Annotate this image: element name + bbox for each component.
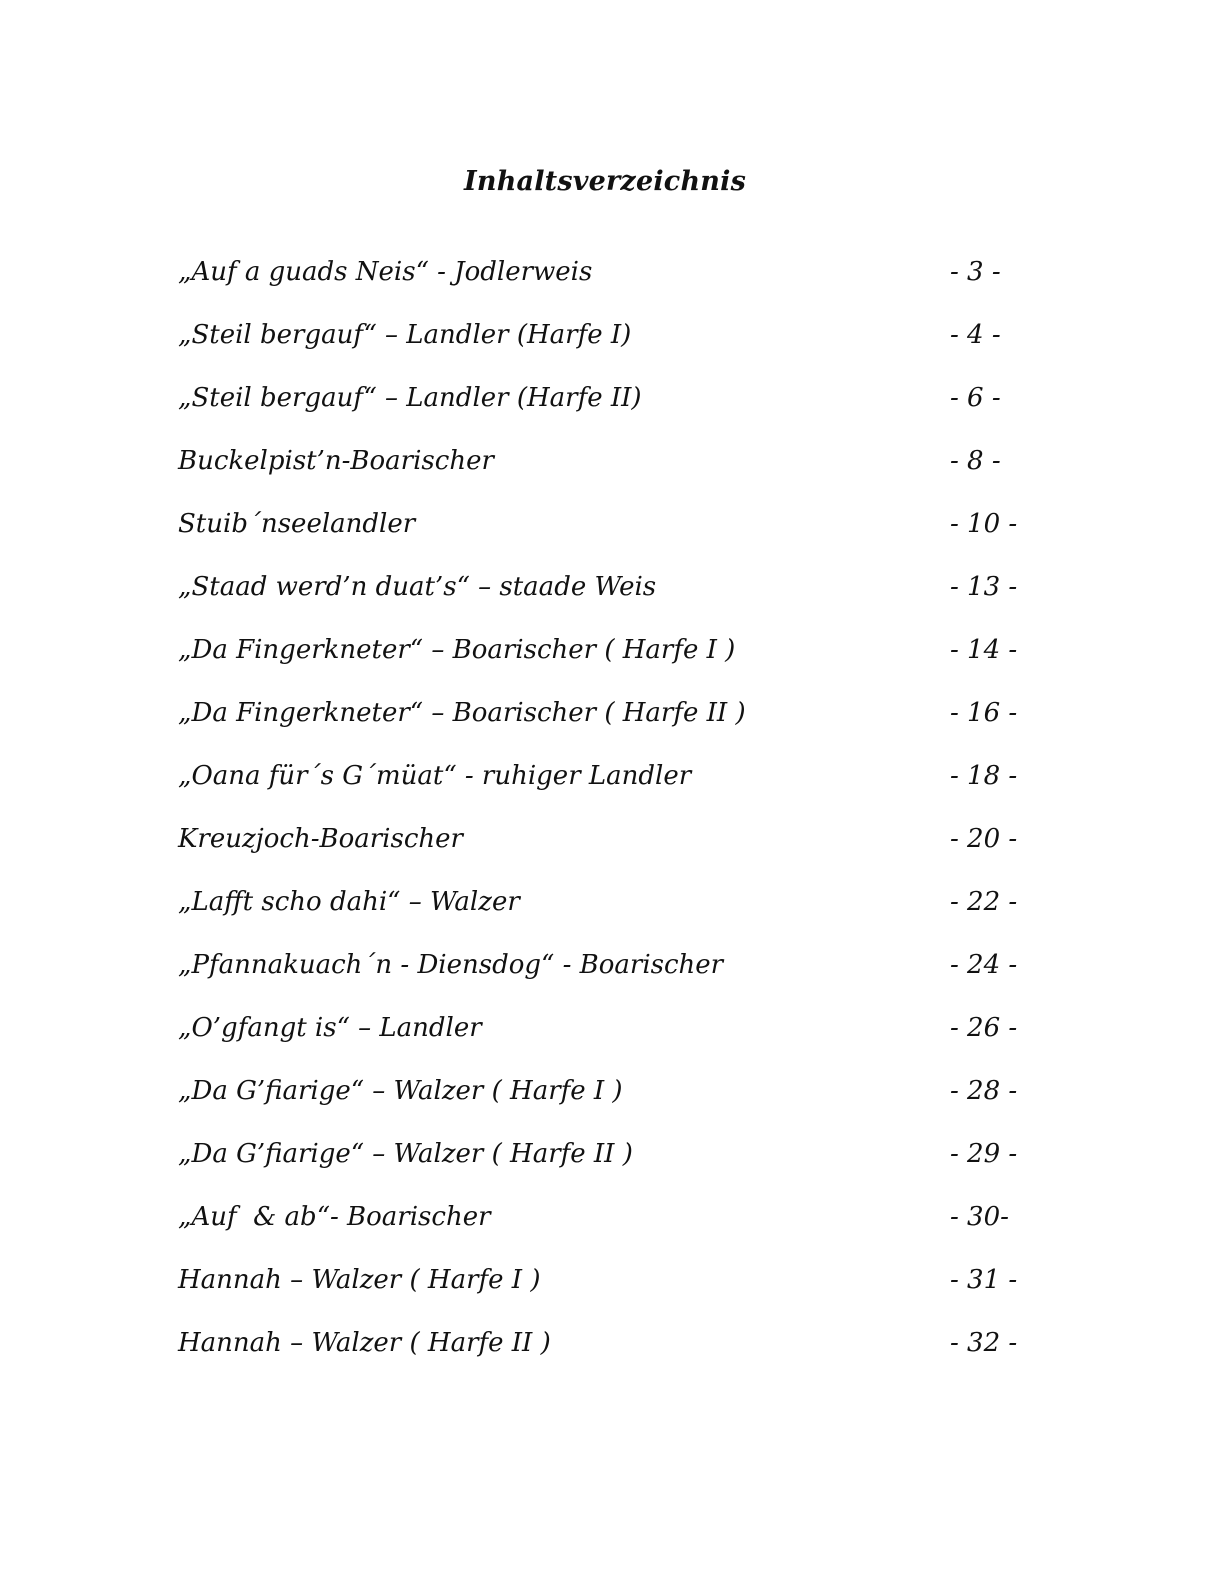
toc-entry: [178, 943, 1038, 1006]
toc-entry-title: „Pfannakuach´n - Diensdog“ - Boarischer: [178, 950, 724, 980]
toc-entry-title: „Oana für´s G´müat“ - ruhiger Landler: [178, 761, 692, 791]
toc-entry-title: Stuib´nseelandler: [178, 509, 416, 539]
toc-entry-title: „Steil bergauf“ – Landler (Harfe II): [178, 383, 642, 413]
toc-entry: [178, 817, 1038, 880]
toc-entry: [178, 250, 1038, 313]
toc-entry: [178, 754, 1038, 817]
toc-entry-page: - 13 -: [950, 572, 1018, 602]
toc-entry-page: - 30-: [950, 1202, 1009, 1232]
toc-entry-page: - 16 -: [950, 698, 1018, 728]
toc-entry: [178, 1258, 1038, 1321]
toc-entry-title: „Staad werd’n duat’s“ – staade Weis: [178, 572, 657, 602]
toc-entry: [178, 628, 1038, 691]
toc-entry-title: „Auf & ab“- Boarischer: [178, 1202, 491, 1232]
toc-entry-page: - 6 -: [950, 383, 1001, 413]
toc-entry-page: - 3 -: [950, 257, 1001, 287]
toc-entry-page: - 26 -: [950, 1013, 1018, 1043]
toc-entry-title: Hannah – Walzer ( Harfe II ): [178, 1328, 551, 1358]
toc-entry: [178, 1321, 1038, 1384]
toc-entry: [178, 691, 1038, 754]
toc-entry-page: - 22 -: [950, 887, 1018, 917]
toc-entry-title: Kreuzjoch-Boarischer: [178, 824, 463, 854]
toc-entry: [178, 1069, 1038, 1132]
toc-entry-page: - 24 -: [950, 950, 1018, 980]
toc-entry-page: - 29 -: [950, 1139, 1018, 1169]
toc-entry: [178, 1006, 1038, 1069]
toc-entry: [178, 439, 1038, 502]
toc-entry-page: - 31 -: [950, 1265, 1018, 1295]
toc-entry-page: - 20 -: [950, 824, 1018, 854]
toc-entry: [178, 502, 1038, 565]
toc-entry-page: - 18 -: [950, 761, 1018, 791]
toc-entry: [178, 376, 1038, 439]
toc-entry-title: Buckelpist’n-Boarischer: [178, 446, 494, 476]
toc-entry-page: - 4 -: [950, 320, 1001, 350]
toc-entry: [178, 880, 1038, 943]
toc-entry-page: - 8 -: [950, 446, 1001, 476]
page-title: Inhaltsverzeichnis: [464, 166, 746, 197]
toc-entry-title: „O’gfangt is“ – Landler: [178, 1013, 482, 1043]
toc-entry: [178, 1132, 1038, 1195]
toc-entry-page: - 14 -: [950, 635, 1018, 665]
toc-entry-page: - 32 -: [950, 1328, 1018, 1358]
toc-entry-title: „Da Fingerkneter“ – Boarischer ( Harfe II ): [178, 698, 746, 728]
toc-entry-page: - 28 -: [950, 1076, 1018, 1106]
toc-entry-title: „Auf a guads Neis“ - Jodlerweis: [178, 257, 593, 287]
toc-entry-title: Hannah – Walzer ( Harfe I ): [178, 1265, 541, 1295]
toc-entry-title: „Da G’fiarige“ – Walzer ( Harfe I ): [178, 1076, 623, 1106]
toc-entry: [178, 565, 1038, 628]
toc-entry: [178, 1195, 1038, 1258]
toc-entry-title: „Da G’fiarige“ – Walzer ( Harfe II ): [178, 1139, 633, 1169]
toc-entry-title: „Lafft scho dahi“ – Walzer: [178, 887, 520, 917]
toc-entry-page: - 10 -: [950, 509, 1018, 539]
table-of-contents: [178, 250, 1038, 1384]
toc-entry-title: „Steil bergauf“ – Landler (Harfe I): [178, 320, 632, 350]
toc-entry: [178, 313, 1038, 376]
toc-entry-title: „Da Fingerkneter“ – Boarischer ( Harfe I ): [178, 635, 736, 665]
